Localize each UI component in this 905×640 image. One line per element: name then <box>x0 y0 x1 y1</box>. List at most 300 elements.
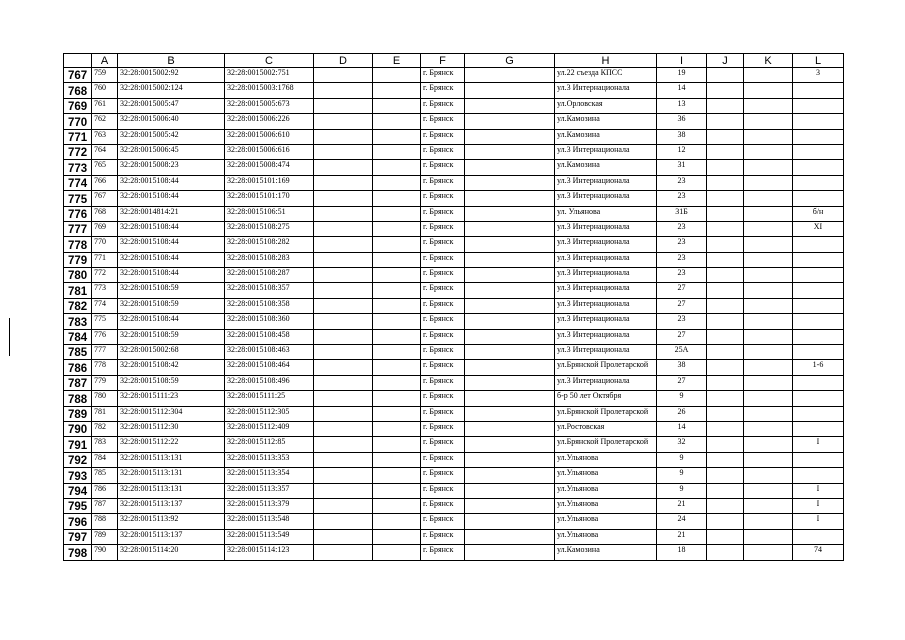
cell-h[interactable]: ул.Камозина <box>555 129 657 144</box>
cell-b[interactable]: 32:28:0015112:22 <box>118 437 225 452</box>
cell-j[interactable] <box>707 268 744 283</box>
cell-h[interactable]: ул.Ульянова <box>555 514 657 529</box>
cell-l[interactable] <box>793 144 844 159</box>
cell-i[interactable]: 13 <box>657 98 707 113</box>
cell-c[interactable]: 32:28:0015108:357 <box>225 283 314 298</box>
cell-k[interactable] <box>744 437 793 452</box>
cell-h[interactable]: ул.3 Интернационала <box>555 345 657 360</box>
cell-e[interactable] <box>373 314 421 329</box>
cell-b[interactable]: 32:28:0015108:44 <box>118 191 225 206</box>
cell-g[interactable] <box>465 391 555 406</box>
cell-f[interactable]: г. Брянск <box>421 129 465 144</box>
cell-a[interactable]: 786 <box>92 483 118 498</box>
cell-l[interactable] <box>793 237 844 252</box>
cell-h[interactable]: ул.3 Интернационала <box>555 221 657 236</box>
cell-k[interactable] <box>744 529 793 544</box>
cell-j[interactable] <box>707 345 744 360</box>
cell-j[interactable] <box>707 545 744 560</box>
cell-k[interactable] <box>744 391 793 406</box>
cell-c[interactable]: 32:28:0015106:51 <box>225 206 314 221</box>
cell-f[interactable]: г. Брянск <box>421 160 465 175</box>
cell-b[interactable]: 32:28:0015108:44 <box>118 252 225 267</box>
cell-l[interactable]: I <box>793 498 844 513</box>
column-header-e[interactable]: E <box>373 54 421 68</box>
row-number[interactable]: 767 <box>64 68 92 83</box>
cell-e[interactable] <box>373 268 421 283</box>
cell-j[interactable] <box>707 314 744 329</box>
cell-e[interactable] <box>373 98 421 113</box>
cell-f[interactable]: г. Брянск <box>421 545 465 560</box>
cell-a[interactable]: 772 <box>92 268 118 283</box>
cell-i[interactable]: 24 <box>657 514 707 529</box>
cell-l[interactable] <box>793 345 844 360</box>
cell-i[interactable]: 38 <box>657 360 707 375</box>
cell-l[interactable] <box>793 314 844 329</box>
cell-d[interactable] <box>314 68 373 83</box>
cell-c[interactable]: 32:28:0015113:549 <box>225 529 314 544</box>
cell-e[interactable] <box>373 468 421 483</box>
cell-c[interactable]: 32:28:0015113:354 <box>225 468 314 483</box>
cell-c[interactable]: 32:28:0015108:463 <box>225 345 314 360</box>
cell-b[interactable]: 32:28:0015108:44 <box>118 237 225 252</box>
cell-f[interactable]: г. Брянск <box>421 452 465 467</box>
cell-b[interactable]: 32:28:0015111:23 <box>118 391 225 406</box>
cell-h[interactable]: ул.Камозина <box>555 114 657 129</box>
row-number[interactable]: 794 <box>64 483 92 498</box>
cell-l[interactable]: 1-6 <box>793 360 844 375</box>
cell-k[interactable] <box>744 83 793 98</box>
cell-h[interactable]: ул.Брянской Пролетарской <box>555 360 657 375</box>
cell-f[interactable]: г. Брянск <box>421 298 465 313</box>
cell-e[interactable] <box>373 375 421 390</box>
cell-h[interactable]: ул.Ульянова <box>555 452 657 467</box>
cell-l[interactable] <box>793 529 844 544</box>
row-number[interactable]: 781 <box>64 283 92 298</box>
cell-a[interactable]: 782 <box>92 421 118 436</box>
cell-i[interactable]: 32 <box>657 437 707 452</box>
cell-f[interactable]: г. Брянск <box>421 191 465 206</box>
cell-d[interactable] <box>314 345 373 360</box>
cell-d[interactable] <box>314 114 373 129</box>
cell-j[interactable] <box>707 375 744 390</box>
cell-k[interactable] <box>744 268 793 283</box>
row-number[interactable]: 775 <box>64 191 92 206</box>
cell-c[interactable]: 32:28:0015101:169 <box>225 175 314 190</box>
cell-e[interactable] <box>373 252 421 267</box>
cell-d[interactable] <box>314 221 373 236</box>
cell-a[interactable]: 769 <box>92 221 118 236</box>
cell-g[interactable] <box>465 406 555 421</box>
cell-c[interactable]: 32:28:0015113:548 <box>225 514 314 529</box>
cell-k[interactable] <box>744 206 793 221</box>
cell-e[interactable] <box>373 298 421 313</box>
cell-g[interactable] <box>465 421 555 436</box>
cell-j[interactable] <box>707 529 744 544</box>
column-header-b[interactable]: B <box>118 54 225 68</box>
cell-i[interactable]: 27 <box>657 298 707 313</box>
column-header-k[interactable]: K <box>744 54 793 68</box>
cell-f[interactable]: г. Брянск <box>421 345 465 360</box>
cell-c[interactable]: 32:28:0015003:1768 <box>225 83 314 98</box>
cell-c[interactable]: 32:28:0015006:616 <box>225 144 314 159</box>
cell-j[interactable] <box>707 406 744 421</box>
cell-e[interactable] <box>373 406 421 421</box>
cell-k[interactable] <box>744 498 793 513</box>
cell-l[interactable] <box>793 83 844 98</box>
cell-b[interactable]: 32:28:0015108:59 <box>118 329 225 344</box>
cell-c[interactable]: 32:28:0015005:673 <box>225 98 314 113</box>
cell-j[interactable] <box>707 160 744 175</box>
row-number[interactable]: 779 <box>64 252 92 267</box>
cell-a[interactable]: 774 <box>92 298 118 313</box>
cell-a[interactable]: 760 <box>92 83 118 98</box>
cell-f[interactable]: г. Брянск <box>421 421 465 436</box>
row-number[interactable]: 768 <box>64 83 92 98</box>
cell-i[interactable]: 38 <box>657 129 707 144</box>
cell-f[interactable]: г. Брянск <box>421 468 465 483</box>
cell-c[interactable]: 32:28:0015006:610 <box>225 129 314 144</box>
cell-i[interactable]: 23 <box>657 268 707 283</box>
cell-a[interactable]: 775 <box>92 314 118 329</box>
row-number[interactable]: 782 <box>64 298 92 313</box>
cell-b[interactable]: 32:28:0015005:47 <box>118 98 225 113</box>
cell-j[interactable] <box>707 452 744 467</box>
cell-f[interactable]: г. Брянск <box>421 375 465 390</box>
cell-f[interactable]: г. Брянск <box>421 391 465 406</box>
cell-b[interactable]: 32:28:0015113:92 <box>118 514 225 529</box>
cell-h[interactable]: ул.3 Интернационала <box>555 175 657 190</box>
cell-e[interactable] <box>373 114 421 129</box>
cell-d[interactable] <box>314 268 373 283</box>
cell-d[interactable] <box>314 375 373 390</box>
cell-b[interactable]: 32:28:0015108:44 <box>118 268 225 283</box>
cell-h[interactable]: ул.Камозина <box>555 545 657 560</box>
cell-a[interactable]: 776 <box>92 329 118 344</box>
cell-k[interactable] <box>744 329 793 344</box>
cell-d[interactable] <box>314 406 373 421</box>
row-number[interactable]: 789 <box>64 406 92 421</box>
row-number[interactable]: 770 <box>64 114 92 129</box>
cell-g[interactable] <box>465 114 555 129</box>
cell-h[interactable]: ул.Камозина <box>555 160 657 175</box>
cell-i[interactable]: 21 <box>657 498 707 513</box>
cell-g[interactable] <box>465 483 555 498</box>
cell-l[interactable]: б/н <box>793 206 844 221</box>
row-number[interactable]: 785 <box>64 345 92 360</box>
cell-i[interactable]: 9 <box>657 391 707 406</box>
cell-i[interactable]: 36 <box>657 114 707 129</box>
cell-i[interactable]: 23 <box>657 191 707 206</box>
cell-c[interactable]: 32:28:0015113:379 <box>225 498 314 513</box>
cell-i[interactable]: 14 <box>657 421 707 436</box>
cell-h[interactable]: ул.3 Интернационала <box>555 191 657 206</box>
cell-e[interactable] <box>373 83 421 98</box>
cell-g[interactable] <box>465 360 555 375</box>
cell-g[interactable] <box>465 191 555 206</box>
cell-a[interactable]: 779 <box>92 375 118 390</box>
cell-e[interactable] <box>373 191 421 206</box>
cell-l[interactable] <box>793 421 844 436</box>
cell-c[interactable]: 32:28:0015108:464 <box>225 360 314 375</box>
cell-e[interactable] <box>373 144 421 159</box>
cell-h[interactable]: ул.Ульянова <box>555 498 657 513</box>
cell-j[interactable] <box>707 514 744 529</box>
cell-j[interactable] <box>707 468 744 483</box>
cell-d[interactable] <box>314 437 373 452</box>
cell-f[interactable]: г. Брянск <box>421 514 465 529</box>
cell-b[interactable]: 32:28:0015108:44 <box>118 175 225 190</box>
row-number[interactable]: 778 <box>64 237 92 252</box>
cell-i[interactable]: 23 <box>657 252 707 267</box>
cell-b[interactable]: 32:28:0015113:131 <box>118 483 225 498</box>
cell-l[interactable]: I <box>793 514 844 529</box>
cell-g[interactable] <box>465 160 555 175</box>
row-number[interactable]: 791 <box>64 437 92 452</box>
cell-f[interactable]: г. Брянск <box>421 83 465 98</box>
cell-f[interactable]: г. Брянск <box>421 498 465 513</box>
cell-b[interactable]: 32:28:0015005:42 <box>118 129 225 144</box>
row-number[interactable]: 788 <box>64 391 92 406</box>
cell-d[interactable] <box>314 468 373 483</box>
cell-h[interactable]: ул. Ульянова <box>555 206 657 221</box>
cell-c[interactable]: 32:28:0015108:496 <box>225 375 314 390</box>
column-header-d[interactable]: D <box>314 54 373 68</box>
cell-a[interactable]: 759 <box>92 68 118 83</box>
cell-c[interactable]: 32:28:0015108:358 <box>225 298 314 313</box>
row-number[interactable]: 783 <box>64 314 92 329</box>
row-number[interactable]: 769 <box>64 98 92 113</box>
cell-i[interactable]: 9 <box>657 483 707 498</box>
cell-b[interactable]: 32:28:0015108:44 <box>118 314 225 329</box>
cell-e[interactable] <box>373 206 421 221</box>
cell-a[interactable]: 771 <box>92 252 118 267</box>
cell-c[interactable]: 32:28:0015101:170 <box>225 191 314 206</box>
column-header-h[interactable]: H <box>555 54 657 68</box>
cell-b[interactable]: 32:28:0015113:131 <box>118 452 225 467</box>
cell-l[interactable]: 74 <box>793 545 844 560</box>
cell-k[interactable] <box>744 360 793 375</box>
cell-i[interactable]: 23 <box>657 221 707 236</box>
cell-a[interactable]: 777 <box>92 345 118 360</box>
cell-g[interactable] <box>465 452 555 467</box>
cell-e[interactable] <box>373 529 421 544</box>
cell-h[interactable]: ул.3 Интернационала <box>555 329 657 344</box>
cell-c[interactable]: 32:28:0015112:85 <box>225 437 314 452</box>
cell-i[interactable]: 31Б <box>657 206 707 221</box>
cell-c[interactable]: 32:28:0015112:409 <box>225 421 314 436</box>
cell-i[interactable]: 19 <box>657 68 707 83</box>
cell-b[interactable]: 32:28:0015108:59 <box>118 298 225 313</box>
row-number[interactable]: 796 <box>64 514 92 529</box>
row-number[interactable]: 786 <box>64 360 92 375</box>
cell-a[interactable]: 785 <box>92 468 118 483</box>
cell-k[interactable] <box>744 406 793 421</box>
cell-k[interactable] <box>744 283 793 298</box>
cell-f[interactable]: г. Брянск <box>421 221 465 236</box>
cell-j[interactable] <box>707 114 744 129</box>
cell-h[interactable]: ул.3 Интернационала <box>555 283 657 298</box>
cell-h[interactable]: ул.3 Интернационала <box>555 144 657 159</box>
cell-e[interactable] <box>373 514 421 529</box>
cell-i[interactable]: 23 <box>657 314 707 329</box>
cell-h[interactable]: ул.3 Интернационала <box>555 375 657 390</box>
column-header-c[interactable]: C <box>225 54 314 68</box>
cell-a[interactable]: 761 <box>92 98 118 113</box>
cell-e[interactable] <box>373 283 421 298</box>
cell-c[interactable]: 32:28:0015108:458 <box>225 329 314 344</box>
cell-e[interactable] <box>373 360 421 375</box>
cell-b[interactable]: 32:28:0015002:124 <box>118 83 225 98</box>
cell-h[interactable]: ул.Орловская <box>555 98 657 113</box>
cell-l[interactable] <box>793 283 844 298</box>
cell-d[interactable] <box>314 329 373 344</box>
cell-f[interactable]: г. Брянск <box>421 329 465 344</box>
cell-h[interactable]: ул.3 Интернационала <box>555 314 657 329</box>
cell-h[interactable]: б-р 50 лет Октября <box>555 391 657 406</box>
column-header-g[interactable]: G <box>465 54 555 68</box>
cell-g[interactable] <box>465 98 555 113</box>
cell-b[interactable]: 32:28:0015006:40 <box>118 114 225 129</box>
cell-h[interactable]: ул.22 съезда КПСС <box>555 68 657 83</box>
cell-k[interactable] <box>744 144 793 159</box>
cell-l[interactable] <box>793 329 844 344</box>
cell-a[interactable]: 783 <box>92 437 118 452</box>
cell-c[interactable]: 32:28:0015108:275 <box>225 221 314 236</box>
cell-b[interactable]: 32:28:0015113:137 <box>118 529 225 544</box>
cell-j[interactable] <box>707 283 744 298</box>
cell-k[interactable] <box>744 345 793 360</box>
cell-k[interactable] <box>744 221 793 236</box>
cell-f[interactable]: г. Брянск <box>421 483 465 498</box>
cell-g[interactable] <box>465 529 555 544</box>
row-number[interactable]: 773 <box>64 160 92 175</box>
cell-g[interactable] <box>465 129 555 144</box>
cell-e[interactable] <box>373 452 421 467</box>
cell-e[interactable] <box>373 437 421 452</box>
row-number[interactable]: 784 <box>64 329 92 344</box>
cell-f[interactable]: г. Брянск <box>421 314 465 329</box>
cell-a[interactable]: 787 <box>92 498 118 513</box>
cell-h[interactable]: ул.Ульянова <box>555 468 657 483</box>
cell-j[interactable] <box>707 68 744 83</box>
cell-e[interactable] <box>373 221 421 236</box>
cell-i[interactable]: 31 <box>657 160 707 175</box>
cell-k[interactable] <box>744 129 793 144</box>
cell-b[interactable]: 32:28:0015112:304 <box>118 406 225 421</box>
cell-i[interactable]: 14 <box>657 83 707 98</box>
cell-g[interactable] <box>465 345 555 360</box>
cell-k[interactable] <box>744 68 793 83</box>
cell-j[interactable] <box>707 206 744 221</box>
cell-c[interactable]: 32:28:0015002:751 <box>225 68 314 83</box>
cell-k[interactable] <box>744 160 793 175</box>
cell-j[interactable] <box>707 391 744 406</box>
cell-h[interactable]: ул.3 Интернационала <box>555 83 657 98</box>
cell-b[interactable]: 32:28:0015108:59 <box>118 283 225 298</box>
cell-k[interactable] <box>744 375 793 390</box>
cell-k[interactable] <box>744 191 793 206</box>
corner-header[interactable] <box>64 54 92 68</box>
cell-a[interactable]: 766 <box>92 175 118 190</box>
column-header-j[interactable]: J <box>707 54 744 68</box>
cell-i[interactable]: 12 <box>657 144 707 159</box>
cell-d[interactable] <box>314 514 373 529</box>
cell-k[interactable] <box>744 114 793 129</box>
cell-g[interactable] <box>465 329 555 344</box>
cell-g[interactable] <box>465 68 555 83</box>
cell-f[interactable]: г. Брянск <box>421 98 465 113</box>
cell-k[interactable] <box>744 314 793 329</box>
cell-l[interactable] <box>793 268 844 283</box>
cell-k[interactable] <box>744 452 793 467</box>
row-number[interactable]: 776 <box>64 206 92 221</box>
cell-b[interactable]: 32:28:0015108:42 <box>118 360 225 375</box>
column-header-l[interactable]: L <box>793 54 844 68</box>
cell-d[interactable] <box>314 129 373 144</box>
cell-j[interactable] <box>707 221 744 236</box>
cell-f[interactable]: г. Брянск <box>421 68 465 83</box>
cell-h[interactable]: ул.3 Интернационала <box>555 298 657 313</box>
cell-k[interactable] <box>744 237 793 252</box>
cell-e[interactable] <box>373 391 421 406</box>
cell-k[interactable] <box>744 252 793 267</box>
column-header-f[interactable]: F <box>421 54 465 68</box>
row-number[interactable]: 798 <box>64 545 92 560</box>
cell-b[interactable]: 32:28:0015006:45 <box>118 144 225 159</box>
cell-h[interactable]: ул.Ростовская <box>555 421 657 436</box>
cell-d[interactable] <box>314 452 373 467</box>
cell-i[interactable]: 9 <box>657 452 707 467</box>
cell-j[interactable] <box>707 237 744 252</box>
cell-l[interactable] <box>793 114 844 129</box>
row-number[interactable]: 774 <box>64 175 92 190</box>
cell-c[interactable]: 32:28:0015111:25 <box>225 391 314 406</box>
cell-j[interactable] <box>707 98 744 113</box>
cell-g[interactable] <box>465 314 555 329</box>
cell-a[interactable]: 762 <box>92 114 118 129</box>
cell-l[interactable]: I <box>793 437 844 452</box>
cell-d[interactable] <box>314 98 373 113</box>
cell-l[interactable]: 3 <box>793 68 844 83</box>
cell-f[interactable]: г. Брянск <box>421 206 465 221</box>
cell-e[interactable] <box>373 237 421 252</box>
cell-a[interactable]: 784 <box>92 452 118 467</box>
cell-b[interactable]: 32:28:0015002:92 <box>118 68 225 83</box>
cell-c[interactable]: 32:28:0015108:282 <box>225 237 314 252</box>
cell-c[interactable]: 32:28:0015114:123 <box>225 545 314 560</box>
row-number[interactable]: 793 <box>64 468 92 483</box>
row-number[interactable]: 787 <box>64 375 92 390</box>
cell-a[interactable]: 778 <box>92 360 118 375</box>
cell-k[interactable] <box>744 98 793 113</box>
cell-b[interactable]: 32:28:0014814:21 <box>118 206 225 221</box>
cell-a[interactable]: 763 <box>92 129 118 144</box>
cell-i[interactable]: 18 <box>657 545 707 560</box>
cell-b[interactable]: 32:28:0015008:23 <box>118 160 225 175</box>
cell-c[interactable]: 32:28:0015006:226 <box>225 114 314 129</box>
cell-g[interactable] <box>465 514 555 529</box>
row-number[interactable]: 797 <box>64 529 92 544</box>
cell-j[interactable] <box>707 421 744 436</box>
cell-a[interactable]: 767 <box>92 191 118 206</box>
cell-j[interactable] <box>707 129 744 144</box>
cell-e[interactable] <box>373 545 421 560</box>
cell-k[interactable] <box>744 483 793 498</box>
cell-i[interactable]: 27 <box>657 283 707 298</box>
cell-d[interactable] <box>314 252 373 267</box>
cell-e[interactable] <box>373 129 421 144</box>
cell-l[interactable] <box>793 375 844 390</box>
